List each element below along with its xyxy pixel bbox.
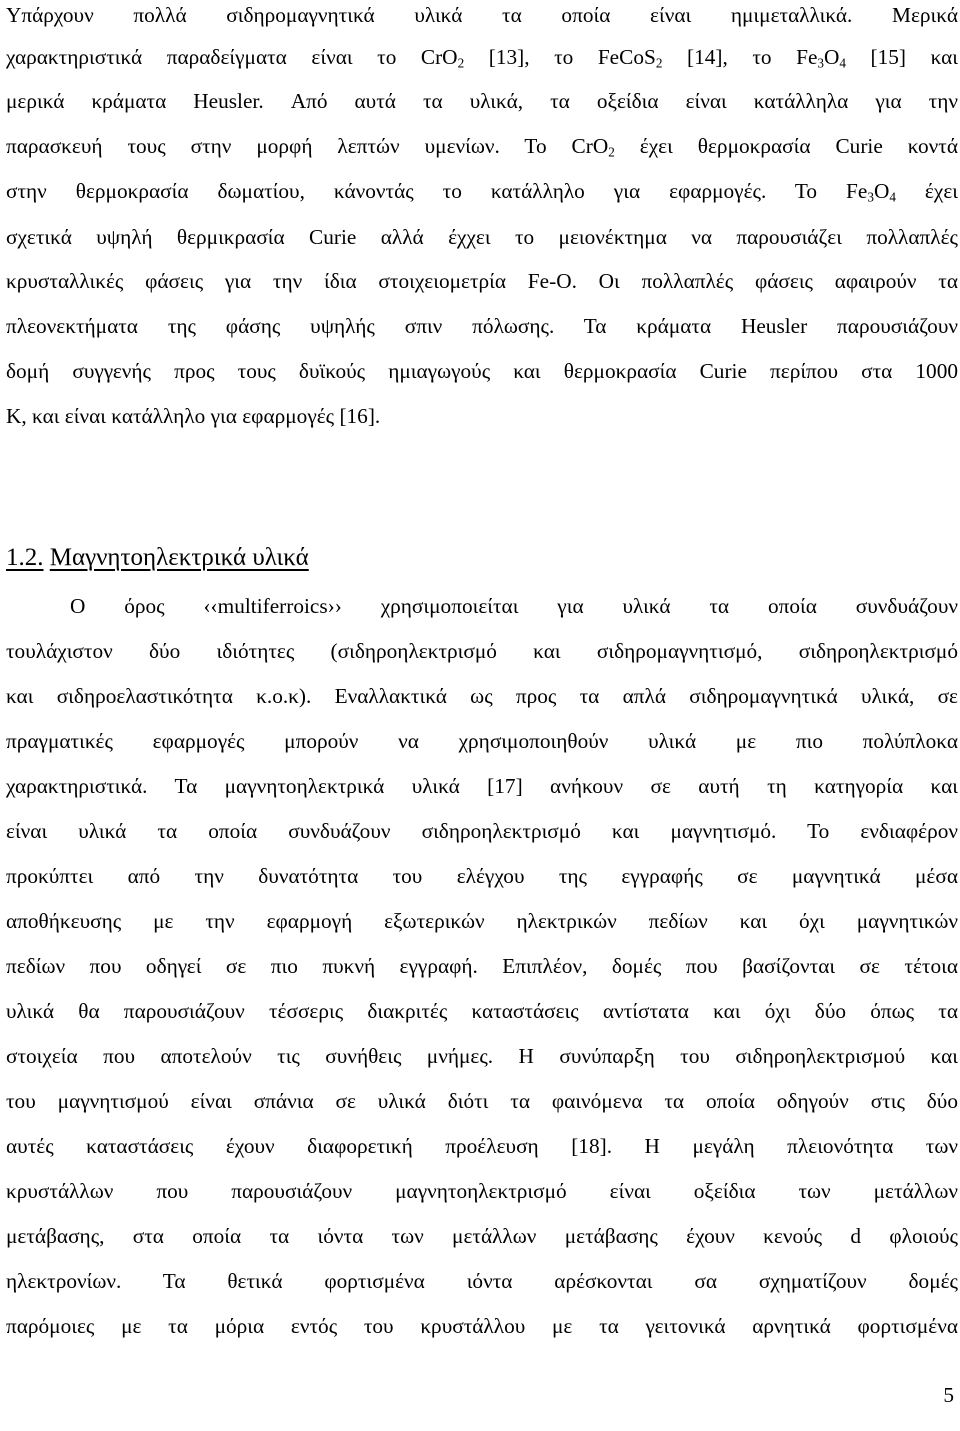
- intro-line-5: στην θερμοκρασία δωματίου, κάνοντάς το κατάλληλο για εφαρμογές. Το $Fe_3O_4$ έχει: [6, 179, 958, 205]
- body-line-2: τουλάχιστον δύο ιδιότητες (σιδηροηλεκτρισμό και σιδηρομαγνητισμό, σιδηροηλεκτρισμό: [6, 639, 958, 663]
- intro-line-8: πλεονεκτήματα της φάσης υψηλής σπιν πόλωσης. Τα κράματα Heusler παρουσιάζουν: [6, 314, 958, 338]
- intro-line-1: Υπάρχουν πολλά σιδηρομαγνητικά υλικά τα οποία είναι ημιμεταλλικά. Μερικά: [6, 3, 958, 27]
- section-title: Μαγνητοηλεκτρικά υλικά: [49, 544, 309, 571]
- body-line-9: πεδίων που οδηγεί σε πιο πυκνή εγγραφή. Επιπλέον, δομές που βασίζονται σε τέτοια: [6, 954, 958, 978]
- body-line-15: μετάβασης, στα οποία τα ιόντα των μετάλλων μετάβασης έχουν κενούς d φλοιούς: [6, 1224, 958, 1248]
- body-line-11: στοιχεία που αποτελούν τις συνήθεις μνήμες. Η συνύπαρξη του σιδηροηλεκτρισμού και: [6, 1044, 958, 1068]
- intro-line-4: παρασκευή τους στην μορφή λεπτών υμενίων. Το CrO$_2$ έχει θερμοκρασία Curie κοντά: [6, 134, 958, 160]
- section-heading: [6, 541, 309, 575]
- intro-line-6: σχετικά υψηλή θερμικρασία Curie αλλά έχχει το μειονέκτημα να παρουσιάζει πολλαπλές: [6, 225, 958, 249]
- body-line-8: αποθήκευσης με την εφαρμογή εξωτερικών ηλεκτρικών πεδίων και όχι μαγνητικών: [6, 909, 958, 933]
- body-line-13: αυτές καταστάσεις έχουν διαφορετική προέλευση [18]. Η μεγάλη πλειονότητα των: [6, 1134, 958, 1158]
- document-page: [6, 0, 958, 1431]
- body-line-17: παρόμοιες με τα μόρια εντός του κρυστάλλου με τα γειτονικά αρνητικά φορτισμένα: [6, 1314, 958, 1338]
- intro-line-9: δομή συγγενής προς τους δυϊκούς ημιαγωγούς και θερμοκρασία Curie περίπου στα 1000: [6, 359, 958, 383]
- intro-line-7: κρυσταλλικές φάσεις για την ίδια στοιχειομετρία Fe-O. Οι πολλαπλές φάσεις αφαιρούν τα: [6, 269, 958, 293]
- body-line-16: ηλεκτρονίων. Τα θετικά φορτισμένα ιόντα αρέσκονται σα σχηματίζουν δομές: [6, 1269, 958, 1293]
- intro-line-2: χαρακτηριστικά παραδείγματα είναι το CrO$_2$ [13], το FeCoS$_2$ [14], το $Fe_3O_4$ [15] και: [6, 45, 958, 71]
- intro-line-3: μερικά κράματα Heusler. Από αυτά τα υλικά, τα οξείδια είναι κατάλληλα για την: [6, 89, 958, 113]
- intro-line-10: Κ, και είναι κατάλληλο για εφαρμογές [16].: [6, 404, 381, 428]
- body-line-14: κρυστάλλων που παρουσιάζουν μαγνητοηλεκτρισμό είναι οξείδια των μετάλλων: [6, 1179, 958, 1203]
- section-number: 1.2.: [6, 544, 44, 571]
- body-line-3: και σιδηροελαστικότητα κ.ο.κ). Εναλλακτικά ως προς τα απλά σιδηρομαγνητικά υλικά, σε: [6, 684, 958, 708]
- body-line-7: προκύπτει από την δυνατότητα του ελέγχου της εγγραφής σε μαγνητικά μέσα: [6, 864, 958, 888]
- body-line-12: του μαγνητισμού είναι σπάνια σε υλικά διότι τα φαινόμενα τα οποία οδηγούν στις δύο: [6, 1089, 958, 1113]
- body-line-10: υλικά θα παρουσιάζουν τέσσερις διακριτές καταστάσεις αντίστατα και όχι δύο όπως τα: [6, 999, 958, 1023]
- body-line-6: είναι υλικά τα οποία συνδυάζουν σιδηροηλεκτρισμό και μαγνητισμό. Το ενδιαφέρον: [6, 819, 958, 843]
- body-line-5: χαρακτηριστικά. Τα μαγνητοηλεκτρικά υλικά [17] ανήκουν σε αυτή τη κατηγορία και: [6, 774, 958, 798]
- body-line-4: πραγματικές εφαρμογές μπορούν να χρησιμοποιηθούν υλικά με πιο πολύπλοκα: [6, 729, 958, 753]
- body-line-1: Ο όρος ‹‹multiferroics›› χρησιμοποιείται για υλικά τα οποία συνδυάζουν: [70, 594, 958, 618]
- page-number: 5: [943, 1383, 954, 1407]
